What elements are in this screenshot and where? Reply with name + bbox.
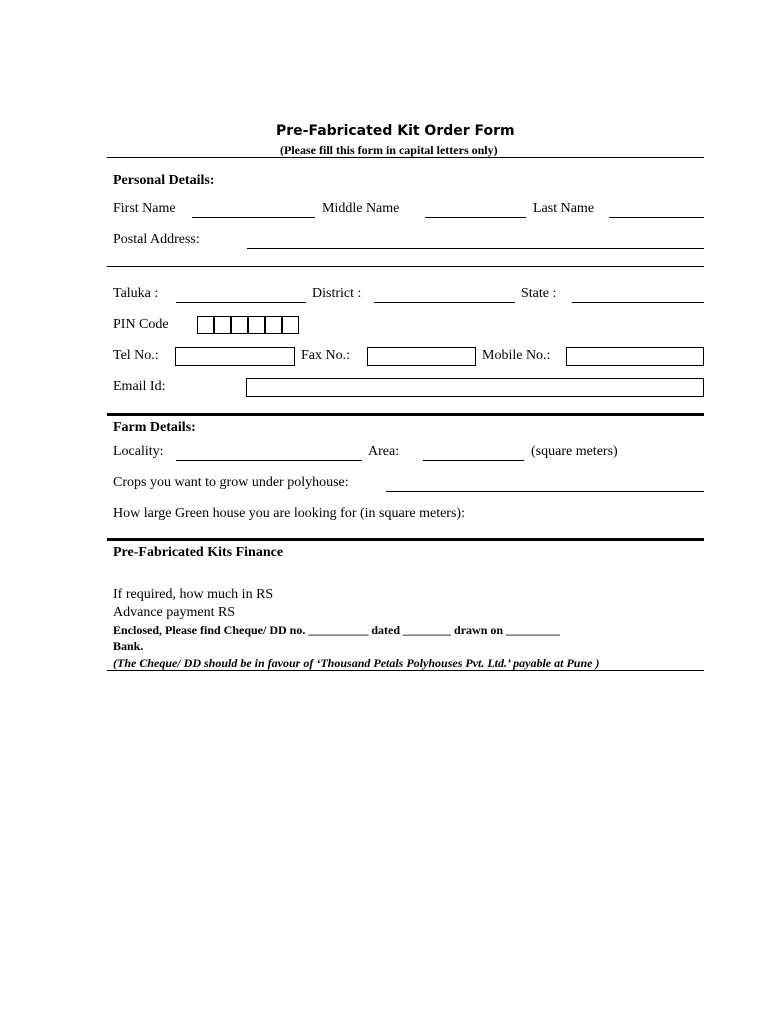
postal-address-field-line2[interactable] xyxy=(107,266,704,267)
first-name-label: First Name xyxy=(113,201,176,216)
tel-field[interactable] xyxy=(175,347,295,366)
locality-field[interactable] xyxy=(176,460,362,461)
email-label: Email Id: xyxy=(113,379,166,394)
personal-details-heading: Personal Details: xyxy=(113,173,215,188)
greenhouse-size-label: How large Green house you are looking for (in square meters): xyxy=(113,506,465,521)
section-divider-farm xyxy=(107,413,704,416)
tel-label: Tel No.: xyxy=(113,348,159,363)
farm-details-heading: Farm Details: xyxy=(113,420,196,435)
required-amount-label: If required, how much in RS xyxy=(113,587,274,602)
last-name-field[interactable] xyxy=(609,217,704,218)
finance-bottom-line xyxy=(107,670,704,671)
pin-digit-box[interactable] xyxy=(282,316,299,334)
bank-text: Bank. xyxy=(113,639,144,653)
middle-name-field[interactable] xyxy=(425,217,526,218)
locality-label: Locality: xyxy=(113,444,164,459)
finance-heading: Pre-Fabricated Kits Finance xyxy=(113,545,284,560)
area-unit-label: (square meters) xyxy=(531,444,618,459)
form-title: Pre-Fabricated Kit Order Form xyxy=(276,123,515,139)
fax-label: Fax No.: xyxy=(301,348,350,363)
district-label: District : xyxy=(312,286,362,301)
area-field[interactable] xyxy=(423,460,524,461)
form-subtitle: (Please fill this form in capital letters only) xyxy=(280,143,498,157)
mobile-label: Mobile No.: xyxy=(482,348,551,363)
last-name-label: Last Name xyxy=(533,201,595,216)
taluka-field[interactable] xyxy=(176,302,306,303)
cheque-favour-note: (The Cheque/ DD should be in favour of ‘Thousand Petals Polyhouses Pvt. Ltd.’ payable at Pune ) xyxy=(113,656,600,670)
area-label: Area: xyxy=(368,444,400,459)
postal-address-field[interactable] xyxy=(247,248,704,249)
middle-name-label: Middle Name xyxy=(322,201,400,216)
pin-digit-box[interactable] xyxy=(197,316,214,334)
email-field[interactable] xyxy=(246,378,704,397)
crops-field[interactable] xyxy=(386,491,704,492)
advance-payment-label: Advance payment RS xyxy=(113,605,236,620)
state-field[interactable] xyxy=(572,302,704,303)
pin-digit-box[interactable] xyxy=(231,316,248,334)
header-divider xyxy=(107,157,704,158)
district-field[interactable] xyxy=(374,302,515,303)
pin-digit-box[interactable] xyxy=(248,316,265,334)
taluka-label: Taluka : xyxy=(113,286,159,301)
pin-code-label: PIN Code xyxy=(113,317,169,332)
section-divider-finance xyxy=(107,538,704,541)
pin-digit-box[interactable] xyxy=(265,316,282,334)
fax-field[interactable] xyxy=(367,347,476,366)
first-name-field[interactable] xyxy=(192,217,315,218)
state-label: State : xyxy=(521,286,557,301)
crops-label: Crops you want to grow under polyhouse: xyxy=(113,475,349,490)
pin-digit-box[interactable] xyxy=(214,316,231,334)
mobile-field[interactable] xyxy=(566,347,704,366)
cheque-enclosed-text: Enclosed, Please find Cheque/ DD no. __________ dated ________ drawn on _________ xyxy=(113,623,561,637)
postal-address-label: Postal Address: xyxy=(113,232,200,247)
